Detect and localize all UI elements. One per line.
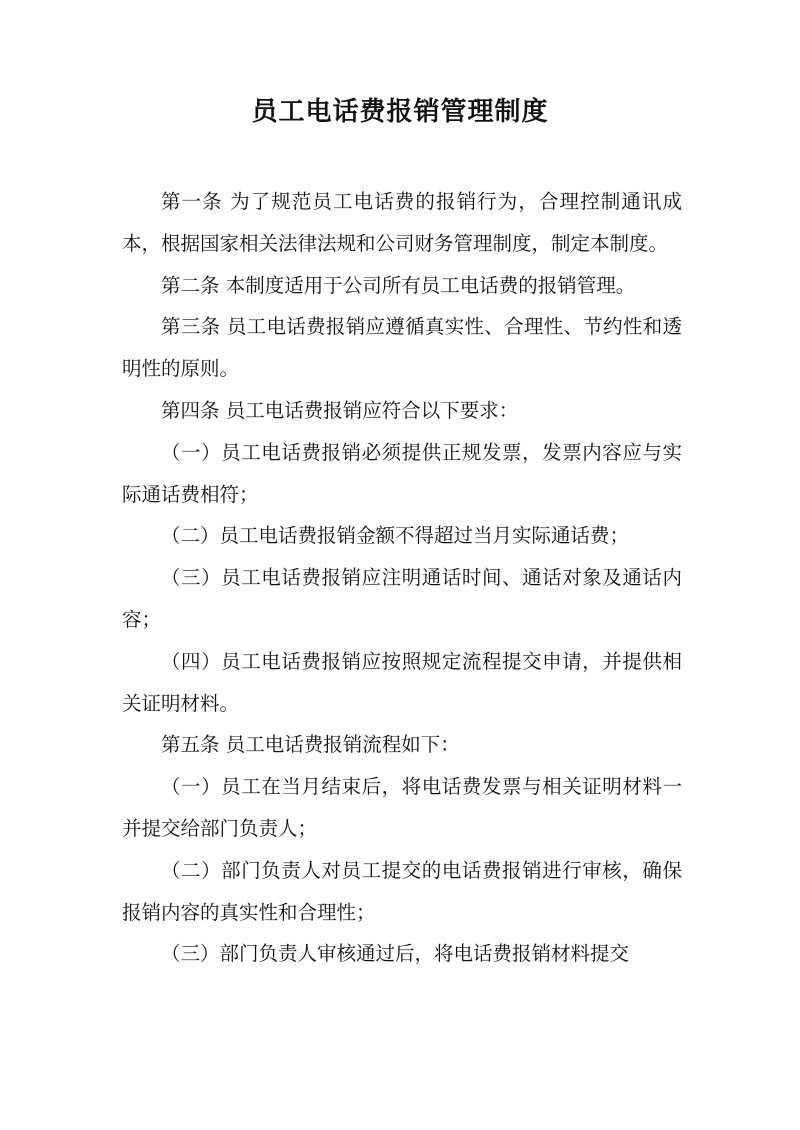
article-5-item-1: （一）员工在当月结束后，将电话费发票与相关证明材料一并提交给部门负责人； [122,775,682,840]
article-4-item-2: （二）员工电话费报销金额不得超过当月实际通话费； [161,524,630,548]
article-4-item-4: （四）员工电话费报销应按照规定流程提交申请，并提供相关证明材料。 [122,649,682,715]
document-title: 员工电话费报销管理制度 [251,97,549,127]
article-4-item-3: （三）员工电话费报销应注明通话时间、通话对象及通话内容； [122,566,682,631]
article-4-item-1: （一）员工电话费报销必须提供正规发票，发票内容应与实际通话费相符； [122,440,682,506]
article-4-paragraph: 第四条 员工电话费报销应符合以下要求： [161,398,519,422]
article-1-paragraph: 第一条 为了规范员工电话费的报销行为，合理控制通讯成本，根据国家相关法律法规和公司财务管理制度，制定本制度。 [122,190,682,255]
article-5-item-3: （三）部门负责人审核通过后，将电话费报销材料提交 [161,942,630,966]
article-5-item-2: （二）部门负责人对员工提交的电话费报销进行审核，确保报销内容的真实性和合理性； [122,858,682,924]
article-2-paragraph: 第二条 本制度适用于公司所有员工电话费的报销管理。 [161,273,636,297]
document-body [122,181,682,975]
article-5-paragraph: 第五条 员工电话费报销流程如下： [161,733,460,757]
article-3-paragraph: 第三条 员工电话费报销应遵循真实性、合理性、节约性和透明性的原则。 [122,315,682,381]
